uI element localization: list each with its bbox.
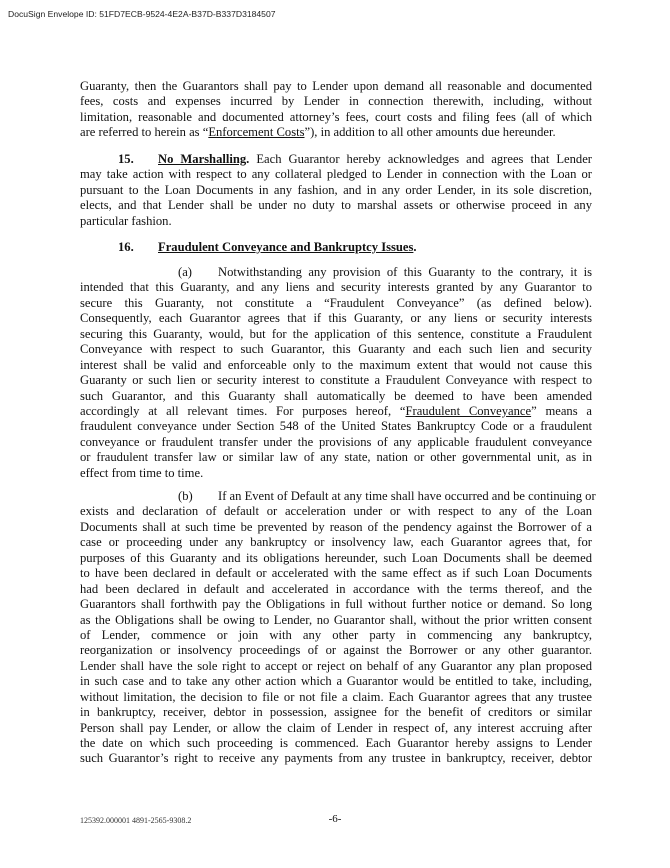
text-line [80,466,592,481]
text-segment: secure this Guaranty, not constitute a “Fraudulent Conveyance” (as defined below). [80,295,592,310]
page-number: -6- [328,813,342,825]
text-line [80,404,592,419]
text-segment: If an Event of Default at any time shall have occurred and be continuing or [218,489,596,503]
text-segment: are referred to herein as “ [80,125,209,140]
text-segment: in bankruptcy, receiver, debtor in possession, assignee for the benefit of creditors or similar [80,705,592,720]
text-segment: ” means a [531,403,592,418]
text-segment: in such case and to take any other action which a Guarantor would be entitled to take, including, [80,674,592,689]
text-line [80,597,592,612]
text-segment: elects, and that Lender shall be under no duty to marshal assets or otherwise proceed in any [80,198,592,213]
text-segment: pursuant to the Loan Documents in any fashion, and in any order Lender, in its sole discretion, [80,182,592,197]
section-heading: No Marshalling [158,152,247,166]
section-15-no-marshalling [80,152,592,229]
text-segment: fees, costs and expenses incurred by Lender in connection therewith, including, without [80,94,592,109]
section-16-b [80,489,596,767]
text-line [80,674,592,689]
text-line [80,358,592,373]
text-line [80,152,592,167]
text-segment: such Guarantor’s right to receive any payments from any trustee in bankruptcy, receiver, debtor [80,751,592,766]
section-number: 15. [118,152,134,166]
text-segment: Notwithstanding any provision of this Guaranty to the contrary, it is [218,265,592,279]
text-segment: securing this Guaranty, would, but for the application of this sentence, constitute a Fraudulent [80,326,592,341]
text-line [80,198,592,213]
text-segment: . [246,152,250,166]
text-line [80,296,592,311]
text-segment: Lender shall have the sole right to accept or reject on behalf of any Guarantor any plan proposed [80,658,592,673]
text-segment: as the Obligations shall be owing to Lender, no Guarantor shall, without the prior written consent [80,612,592,627]
text-segment: Guaranty, then the Guarantors shall pay to Lender upon demand all reasonable and documented [80,79,592,93]
text-line [80,520,592,535]
text-segment: the date on which such proceeding is commenced. Each Guarantor hereby assigns to Lender [80,736,592,750]
text-segment: without limitation, the decision to file or not file a claim. Each Guarantor agrees that any trustee [80,689,592,704]
text-segment: of Lender, commence or join with any other party in commencing any bankruptcy, [80,627,592,642]
defined-term: Fraudulent Conveyance [405,403,532,418]
defined-term: Enforcement Costs [208,125,305,140]
text-line [80,582,592,597]
text-line [80,705,592,720]
text-line [80,613,592,628]
text-segment: Documents shall at such time be prevented by reason of the pendency against the Borrower of a [80,519,592,534]
text-line [80,214,592,229]
text-line [80,167,592,182]
text-line [80,265,592,280]
footer-document-id: 125392.000001 4891-2565-9308.2 [80,816,192,825]
docusign-envelope-id: DocuSign Envelope ID: 51FD7ECB-9524-4E2A-B37D-B337D3184507 [8,9,276,19]
text-line [80,751,592,766]
text-segment: exists and declaration of default or acceleration under or with respect to any of the Loan [80,504,592,519]
section-16-heading [80,240,592,255]
text-segment: case or proceeding under any bankruptcy or insolvency law, each Guarantor agrees that, for [80,535,592,550]
text-line [80,389,592,404]
section-heading: Fraudulent Conveyance and Bankruptcy Issues [158,240,414,254]
text-line [80,535,592,550]
text-line [80,110,592,125]
text-segment: had been declared in default and accelerated in accordance with the terms thereof, and the [80,581,592,596]
text-line [80,736,592,751]
text-line [80,551,592,566]
text-segment: conveyance or fraudulent transfer under the provisions of any applicable fraudulent conveyance [80,434,592,449]
text-line [80,659,592,674]
text-line [80,183,592,198]
text-line [80,342,592,357]
text-segment: Consequently, each Guarantor agrees that if this Guaranty, or any liens or security interests [80,311,592,326]
section-number: (a) [178,265,192,279]
text-segment: ”), in addition to all other amounts due hereunder. [304,125,556,140]
text-line [80,327,592,342]
text-line [80,373,592,388]
text-line [80,94,592,109]
paragraph-continuation [80,79,592,141]
text-segment: interest shall be valid and enforceable only to the maximum extent that would not cause this [80,357,592,372]
text-segment: Person shall pay Lender, or allow the claim of Lender in respect of, any interest accruing after [80,720,592,735]
section-number: 16. [118,240,134,254]
text-segment: Guaranty or such lien or security interest to constitute a Fraudulent Conveyance with respect to [80,373,592,388]
text-segment: purposes of this Guaranty and its obligations hereunder, such Loan Documents shall be deemed [80,550,592,565]
text-line [80,311,592,326]
section-number: (b) [178,489,193,503]
text-line [80,450,592,465]
text-line [80,125,592,140]
text-segment: or fraudulent transfer law or similar law of any state, nation or other governmental unit, as in [80,450,592,465]
text-segment: to have been declared in default or accelerated with the same effect as if such Loan Documents [80,566,592,581]
text-segment: effect from time to time. [80,465,204,480]
text-segment: . [413,240,417,254]
text-line [80,690,592,705]
text-line [80,566,592,581]
text-line [80,721,592,736]
text-line [80,489,596,504]
text-segment: fraudulent conveyance under Section 548 of the United States Bankruptcy Code or a fraudulent [80,419,592,434]
text-segment: may take action with respect to any collateral pledged to Lender in connection with the Loan or [80,167,592,182]
text-segment: limitation, reasonable and documented attorney’s fees, court costs and filing fees (all of which [80,109,592,124]
text-line [80,79,592,94]
text-segment: Conveyance with respect to such Guarantor, this Guaranty and each such lien and security [80,342,592,357]
text-segment: accordingly at all relevant times. For purposes hereof, “ [80,403,406,418]
text-line [80,628,592,643]
text-line [80,419,592,434]
section-16-a [80,265,592,481]
text-segment: Each Guarantor hereby acknowledges and agrees that Lender [249,152,592,166]
text-line [80,240,592,255]
text-line [80,643,592,658]
text-line [80,504,592,519]
text-segment: such Guarantor, and this Guaranty shall automatically be deemed to have been amended [80,388,592,403]
text-segment: intended that this Guaranty, and any liens and security interests granted by any Guarantor to [80,280,592,295]
text-segment: Guarantors shall forthwith pay the Obligations in full without further notice or demand. So long [80,597,592,612]
text-line [80,280,592,295]
text-line [80,435,592,450]
text-segment: particular fashion. [80,213,172,228]
text-segment: reorganization or insolvency proceedings of or against the Borrower or any other guarantor. [80,643,592,658]
